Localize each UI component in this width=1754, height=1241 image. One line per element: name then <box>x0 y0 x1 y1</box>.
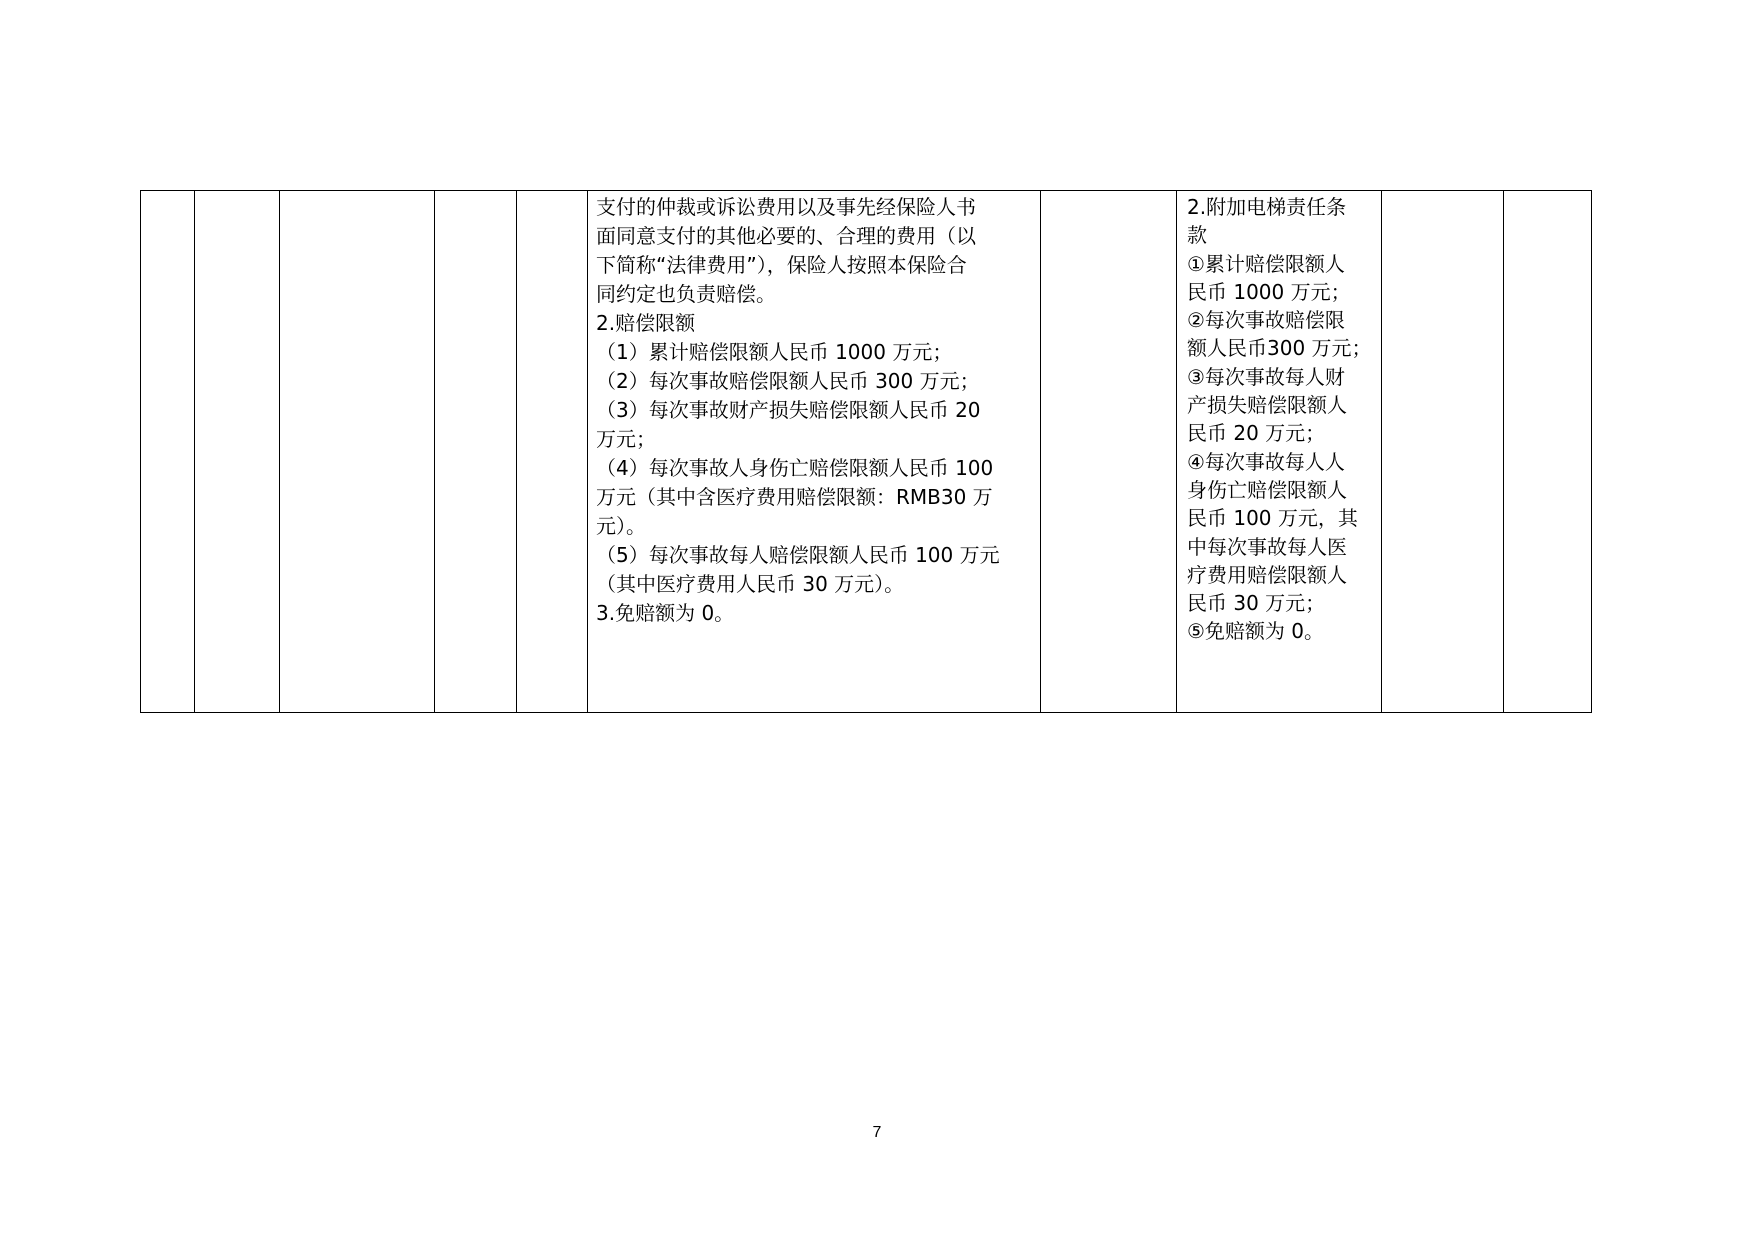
coverage-line: 2.赔偿限额 <box>596 311 696 335</box>
table-cell-empty-9 <box>1382 191 1504 713</box>
elevator-line: 身伤亡赔偿限额人 <box>1187 477 1347 502</box>
coverage-line: （2）每次事故赔偿限额人民币 300 万元； <box>596 369 980 393</box>
elevator-line: 2.附加电梯责任条 <box>1187 195 1347 219</box>
elevator-line: ①累计赔偿限额人 <box>1187 251 1345 276</box>
elevator-line: 民币 100 万元，其 <box>1187 506 1358 531</box>
coverage-line: （4）每次事故人身伤亡赔偿限额人民币 100 <box>596 456 994 480</box>
table-cell-empty-5 <box>517 191 588 713</box>
elevator-line: ⑤免赔额为 0。 <box>1187 619 1325 644</box>
coverage-line: （1）累计赔偿限额人民币 1000 万元； <box>596 340 953 364</box>
table-cell-empty-3 <box>280 191 435 713</box>
elevator-clause-text <box>1177 191 1381 646</box>
insurance-terms-table <box>140 190 1592 713</box>
elevator-clause-cell <box>1177 191 1382 713</box>
coverage-line: 3.免赔额为 0。 <box>596 601 735 625</box>
table-cell-empty-1 <box>141 191 195 713</box>
elevator-line: 民币 20 万元； <box>1187 421 1326 446</box>
coverage-line: 同约定也负责赔偿。 <box>596 282 776 306</box>
table-row <box>141 191 1592 713</box>
elevator-line: 额人民币300 万元； <box>1187 336 1372 361</box>
elevator-line: ②每次事故赔偿限 <box>1187 308 1345 333</box>
elevator-line: 款 <box>1187 223 1207 248</box>
coverage-line: （其中医疗费用人民币 30 万元）。 <box>596 572 905 596</box>
coverage-line: （3）每次事故财产损失赔偿限额人民币 20 <box>596 398 981 422</box>
coverage-line: 万元； <box>596 427 656 451</box>
table-cell-empty-7 <box>1041 191 1177 713</box>
table-cell-empty-2 <box>195 191 280 713</box>
elevator-line: ④每次事故每人人 <box>1187 449 1345 474</box>
elevator-line: 疗费用赔偿限额人 <box>1187 562 1347 587</box>
elevator-line: 民币 30 万元； <box>1187 591 1326 616</box>
coverage-terms-text <box>588 191 1040 628</box>
page-number: 7 <box>872 1124 882 1141</box>
elevator-line: 中每次事故每人医 <box>1187 534 1347 559</box>
coverage-line: （5）每次事故每人赔偿限额人民币 100 万元 <box>596 543 1000 567</box>
elevator-line: ③每次事故每人财 <box>1187 364 1345 389</box>
coverage-line: 面同意支付的其他必要的、合理的费用（以 <box>596 224 976 248</box>
coverage-line: 万元（其中含医疗费用赔偿限额：RMB30 万 <box>596 485 993 509</box>
table-cell-empty-10 <box>1504 191 1592 713</box>
elevator-line: 产损失赔偿限额人 <box>1187 393 1347 418</box>
coverage-line: 元）。 <box>596 514 646 538</box>
coverage-line: 下简称“法律费用”），保险人按照本保险合 <box>596 253 967 277</box>
table-cell-empty-4 <box>435 191 517 713</box>
coverage-terms-cell <box>588 191 1041 713</box>
coverage-line: 支付的仲裁或诉讼费用以及事先经保险人书 <box>596 195 976 219</box>
elevator-line: 民币 1000 万元； <box>1187 279 1351 304</box>
